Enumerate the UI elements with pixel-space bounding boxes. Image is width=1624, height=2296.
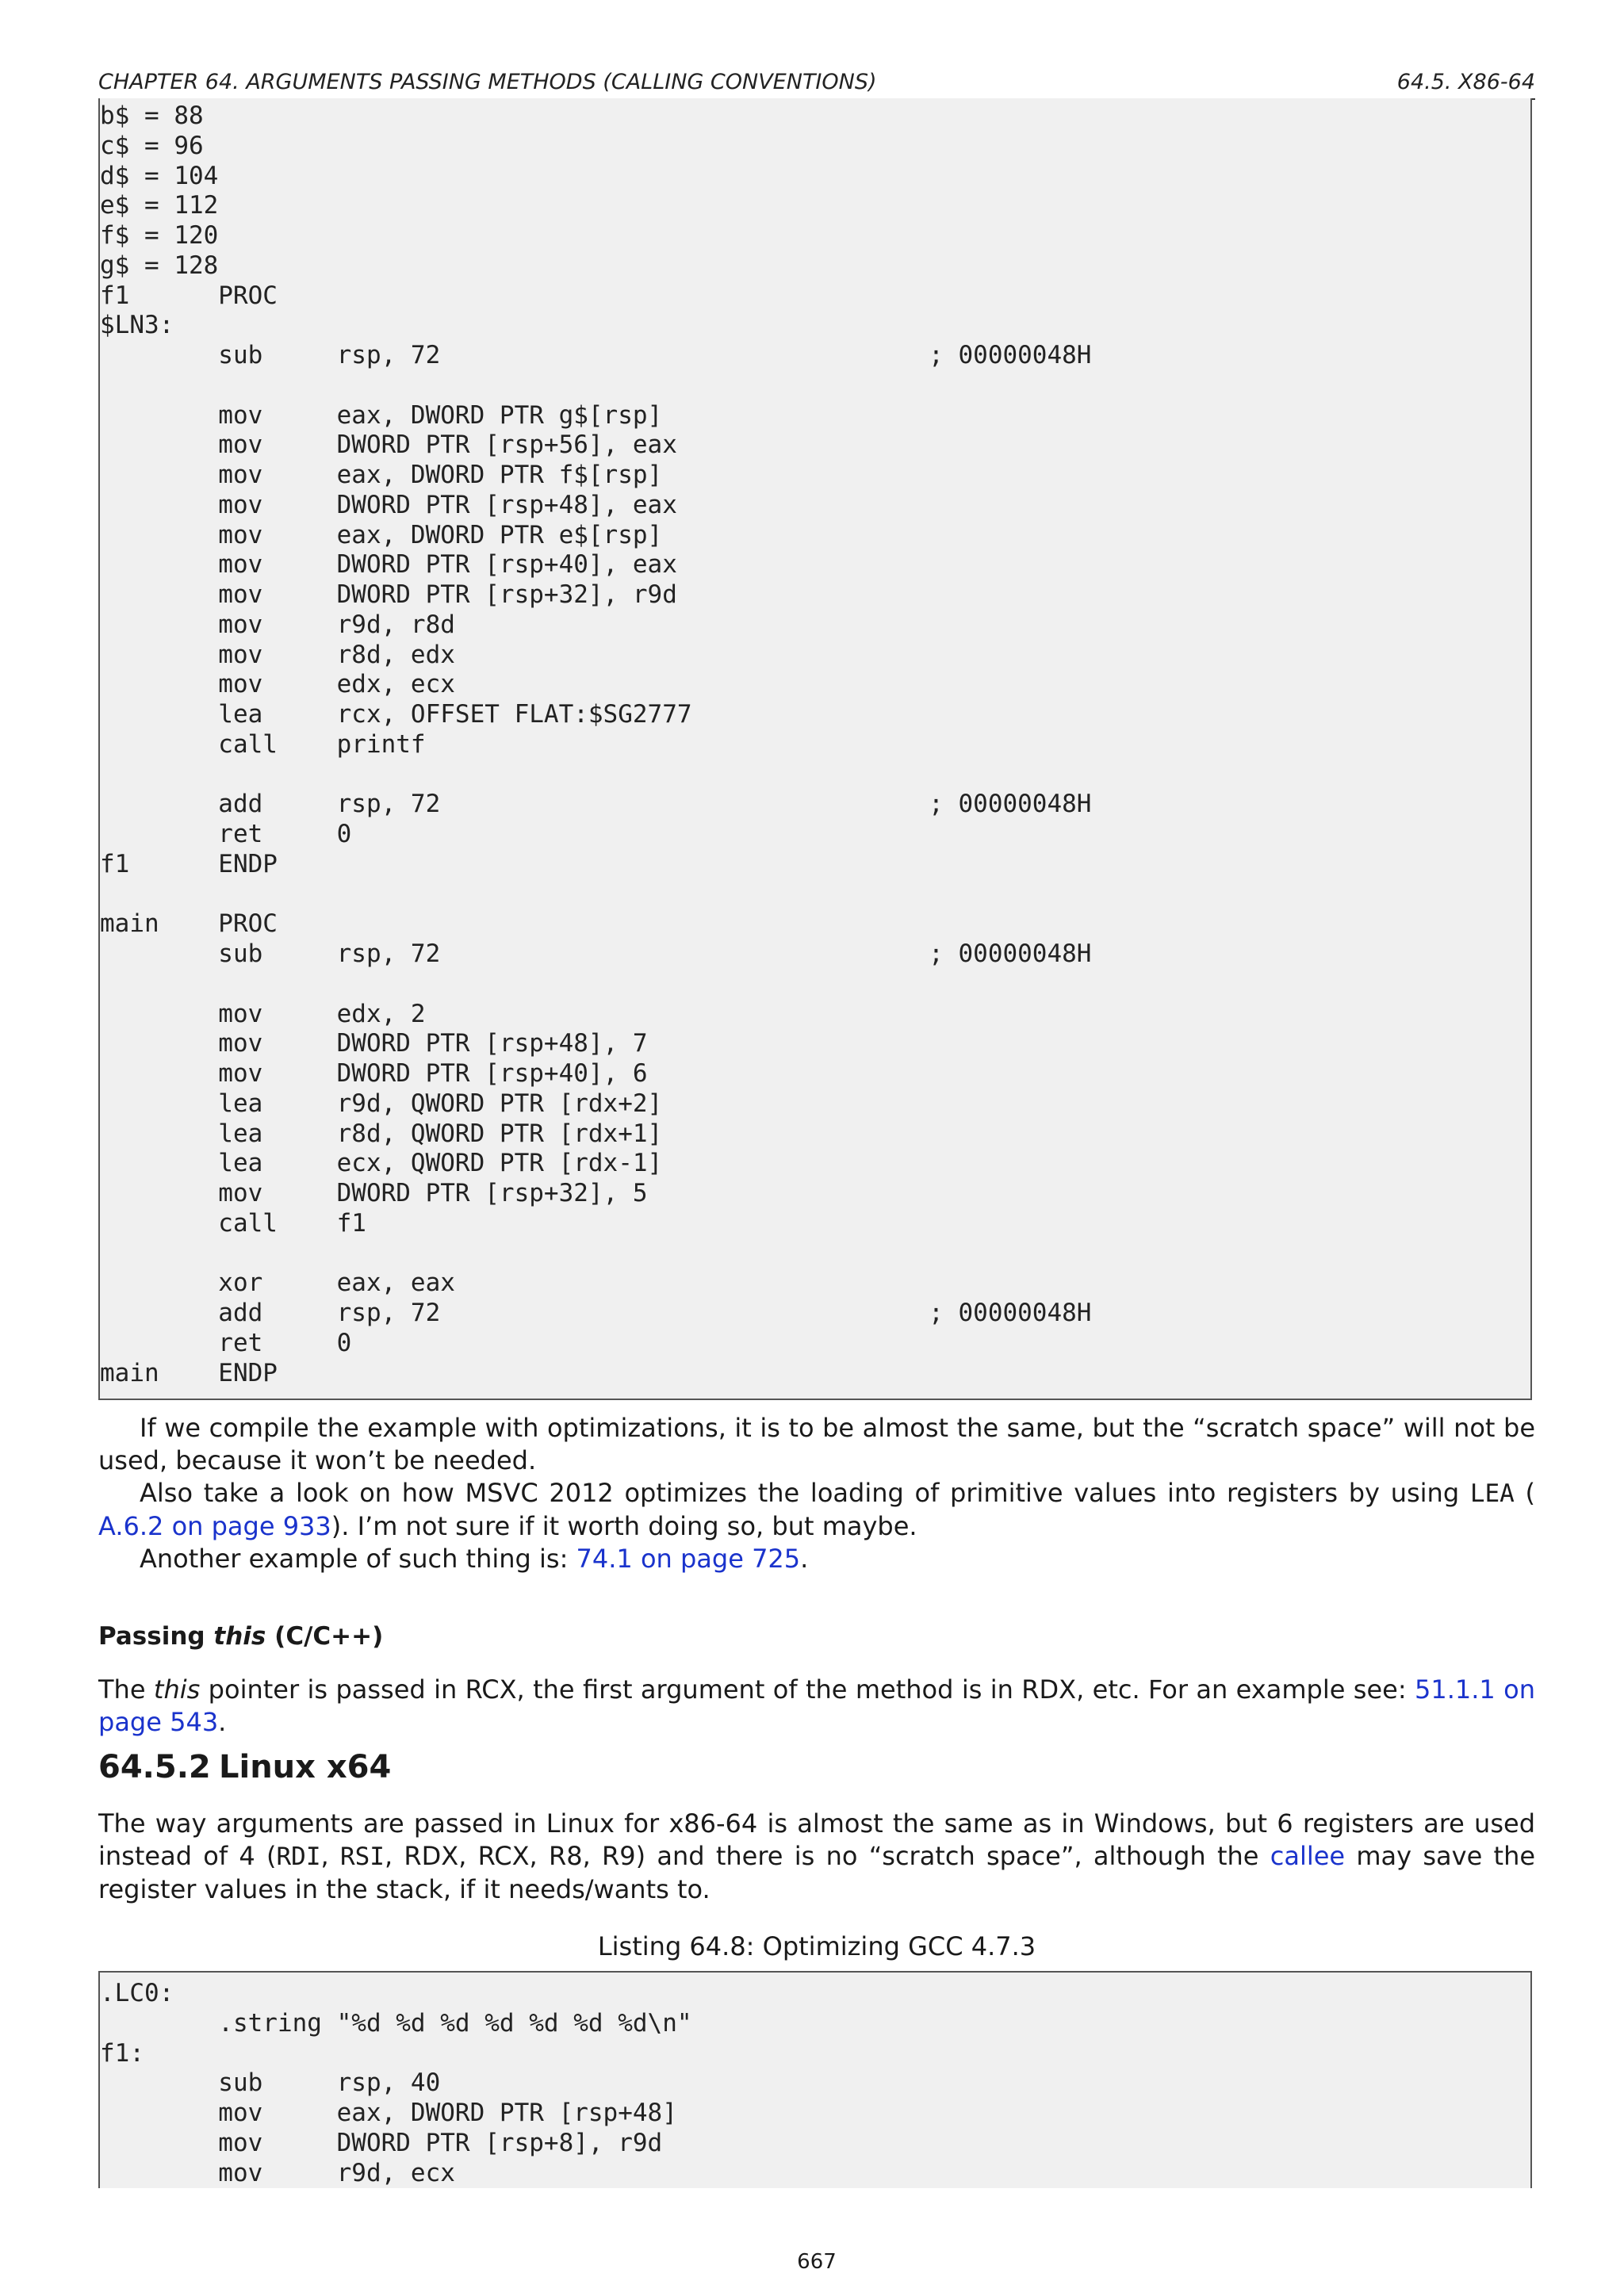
- paragraph-this-pointer-wrap: [98, 1674, 1535, 1739]
- code-line: lea rcx, OFFSET FLAT:$SG2777: [100, 700, 692, 729]
- section-heading-linux-x64: [98, 1749, 391, 1785]
- section-name: Linux x64: [219, 1749, 392, 1785]
- code-line: .LC0:: [100, 1979, 174, 2007]
- code-line: call f1: [100, 1208, 366, 1238]
- code-line: ret 0: [100, 1328, 352, 1357]
- code-line: e$ = 112: [100, 191, 219, 220]
- code-line: main ENDP: [100, 1358, 278, 1387]
- code-line: [100, 970, 1530, 1000]
- code-line: lea ecx, QWORD PTR [rdx-1]: [100, 1149, 663, 1178]
- code-line: mov DWORD PTR [rsp+48], 7: [100, 1029, 648, 1058]
- code-line: mov r8d, edx: [100, 640, 455, 669]
- code-listing-msvc: [98, 98, 1532, 1400]
- code-line: mov DWORD PTR [rsp+40], 6: [100, 1059, 648, 1088]
- code-line: sub rsp, 40: [100, 2068, 441, 2098]
- paragraph-linux-wrap: [98, 1808, 1535, 1906]
- code-line: [100, 1239, 1530, 1269]
- code-line: [100, 880, 1530, 910]
- section-number: 64.5.2: [98, 1749, 211, 1785]
- section-title: 64.5. X86-64: [1396, 70, 1535, 94]
- code-line: sub rsp, 72 ; 00000048H: [100, 939, 1092, 968]
- code-line: ret 0: [100, 820, 352, 848]
- link-74-1[interactable]: 74.1 on page 725: [576, 1544, 801, 1574]
- code-line: mov DWORD PTR [rsp+40], eax: [100, 550, 677, 580]
- code-listing-gcc: [98, 1971, 1532, 2188]
- code-line: c$ = 96: [100, 131, 204, 160]
- code-line: [100, 760, 1530, 790]
- code-line: b$ = 88: [100, 101, 204, 130]
- code-line: add rsp, 72 ; 00000048H: [100, 1299, 1092, 1327]
- code-line: f$ = 120: [100, 221, 219, 250]
- code-line: mov edx, ecx: [100, 670, 455, 699]
- code-line: sub rsp, 72 ; 00000048H: [100, 341, 1092, 369]
- paragraph-linux: The way arguments are passed in Linux for x86-64 is almost the same as in Windows, but 6 registers are used instead of 4 (RDI, RSI, RDX, RCX, R8, R9) and there is no “scratch space”, although the callee may save the register values in the stack, if it needs/wants to.: [98, 1808, 1536, 1904]
- code-line: g$ = 128: [100, 251, 219, 280]
- paragraph-another-example: Another example of such thing is: 74.1 on page 725.: [140, 1544, 809, 1574]
- page-number: 667: [797, 2250, 837, 2274]
- code-line: mov DWORD PTR [rsp+8], r9d: [100, 2128, 663, 2157]
- paragraph-this-pointer: The this pointer is passed in RCX, the first argument of the method is in RDX, etc. For an example see: 51.1.1 on page 543.: [98, 1674, 1536, 1737]
- code-line: add rsp, 72 ; 00000048H: [100, 790, 1092, 819]
- running-header: [98, 67, 1535, 100]
- code-line: f1:: [100, 2038, 144, 2068]
- code-lines: [100, 98, 1530, 1388]
- code-line: mov r9d, r8d: [100, 610, 455, 639]
- body-paragraphs: [98, 1412, 1535, 1575]
- code-line: call printf: [100, 729, 426, 759]
- code-line: mov eax, DWORD PTR f$[rsp]: [100, 461, 663, 489]
- code-line: mov DWORD PTR [rsp+32], 5: [100, 1179, 648, 1207]
- code-line: mov DWORD PTR [rsp+56], eax: [100, 430, 677, 460]
- listing-caption: Listing 64.8: Optimizing GCC 4.7.3: [597, 1931, 1036, 1961]
- link-51-1-1[interactable]: 51.1.1 on page 543: [98, 1674, 1536, 1737]
- code-line: d$ = 104: [100, 161, 219, 190]
- link-a-6-2[interactable]: A.6.2 on page 933: [98, 1511, 331, 1541]
- code-line: f1 ENDP: [100, 849, 278, 878]
- inline-code-lea: LEA: [1469, 1479, 1515, 1508]
- code-line: $LN3:: [100, 311, 174, 340]
- code-lines: [100, 1973, 1530, 2188]
- link-callee[interactable]: callee: [1270, 1841, 1346, 1871]
- paragraph-optimizations: If we compile the example with optimizations, it is to be almost the same, but the “scratch space” will not be used, because it won’t be needed.: [98, 1413, 1535, 1475]
- code-line: lea r8d, QWORD PTR [rdx+1]: [100, 1119, 663, 1148]
- subheading-passing-this: Passing this (C/C++): [98, 1622, 384, 1651]
- code-line: mov r9d, ecx: [100, 2158, 455, 2187]
- paragraph-lea: Also take a look on how MSVC 2012 optimizes the loading of primitive values into registers by using LEA ( A.6.2 on page 933). I’m not sure if it worth doing so, but maybe.: [98, 1478, 1536, 1541]
- code-line: .string "%d %d %d %d %d %d %d\n": [100, 2008, 692, 2038]
- code-line: mov eax, DWORD PTR e$[rsp]: [100, 520, 663, 549]
- code-line: mov DWORD PTR [rsp+32], r9d: [100, 580, 677, 609]
- code-line: mov edx, 2: [100, 999, 426, 1028]
- code-line: mov eax, DWORD PTR [rsp+48]: [100, 2099, 677, 2127]
- code-line: [100, 371, 1530, 401]
- code-line: main PROC: [100, 909, 278, 939]
- code-line: mov DWORD PTR [rsp+48], eax: [100, 490, 677, 519]
- code-line: f1 PROC: [100, 281, 278, 310]
- code-line: lea r9d, QWORD PTR [rdx+2]: [100, 1089, 663, 1118]
- chapter-title: CHAPTER 64. ARGUMENTS PASSING METHODS (CALLING CONVENTIONS): [98, 70, 877, 94]
- code-line: mov eax, DWORD PTR g$[rsp]: [100, 400, 663, 430]
- code-line: xor eax, eax: [100, 1269, 455, 1298]
